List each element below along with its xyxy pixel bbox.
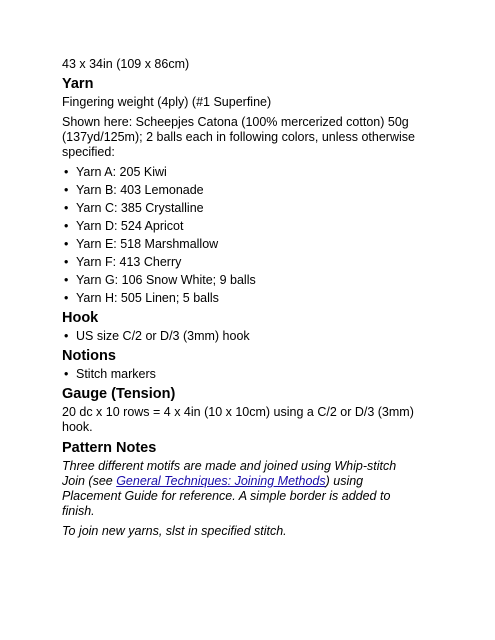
list-item-text: Yarn B: 403 Lemonade [76,183,204,197]
list-item [62,255,422,270]
list-item [62,183,422,198]
list-item-text: Yarn E: 518 Marshmallow [76,237,219,251]
list-item [62,165,422,180]
list-item-text: US size C/2 or D/3 (3mm) hook [76,329,250,343]
bullet-icon: • [64,219,69,233]
document-page [62,57,422,544]
notions-heading: Notions [62,348,116,364]
list-item-text: Yarn D: 524 Apricot [76,219,184,233]
list-item [62,273,422,288]
bullet-icon: • [64,291,69,305]
pattern-notes-section [62,440,422,539]
gauge-text: 20 dc x 10 rows = 4 x 4in (10 x 10cm) using a C/2 or D/3 (3mm) hook. [62,405,414,434]
pattern-notes-heading: Pattern Notes [62,440,157,456]
joining-methods-link[interactable]: General Techniques: Joining Methods [116,474,326,488]
gauge-heading: Gauge (Tension) [62,386,176,402]
hook-list [62,329,422,344]
pattern-notes-text-after: ) using Placement Guide for reference. A simple border is added to finish. [62,474,391,518]
notions-list [62,367,422,382]
bullet-icon: • [64,255,69,269]
list-item-text: Yarn A: 205 Kiwi [76,165,167,179]
bullet-icon: • [64,165,69,179]
list-item-text: Yarn H: 505 Linen; 5 balls [76,291,219,305]
bullet-icon: • [64,201,69,215]
yarn-weight: Fingering weight (4ply) (#1 Superfine) [62,95,272,109]
list-item-text: Yarn F: 413 Cherry [76,255,182,269]
bullet-icon: • [64,273,69,287]
list-item [62,201,422,216]
list-item [62,237,422,252]
list-item-text: Stitch markers [76,367,156,381]
yarn-section [62,76,422,306]
list-item-text: Yarn C: 385 Crystalline [76,201,204,215]
bullet-icon: • [64,367,69,381]
gauge-section [62,386,422,435]
pattern-notes-paragraph [62,459,422,519]
finished-size: 43 x 34in (109 x 86cm) [62,57,190,71]
bullet-icon: • [64,183,69,197]
list-item [62,219,422,234]
list-item [62,367,422,382]
yarn-list [62,165,422,306]
yarn-heading: Yarn [62,76,94,92]
join-yarns-note: To join new yarns, slst in specified stitch. [62,524,287,538]
notions-section [62,348,422,382]
list-item [62,329,422,344]
bullet-icon: • [64,237,69,251]
list-item [62,291,422,306]
hook-section [62,310,422,344]
list-item-text: Yarn G: 106 Snow White; 9 balls [76,273,256,287]
pattern-notes-text-before: Three different motifs are made and joined using Whip-stitch Join (see [62,459,397,488]
hook-heading: Hook [62,310,99,326]
bullet-icon: • [64,329,69,343]
yarn-shown-here: Shown here: Scheepjes Catona (100% mercerized cotton) 50g (137yd/125m); 2 balls each in following colors, unless otherwise specified: [62,115,415,159]
